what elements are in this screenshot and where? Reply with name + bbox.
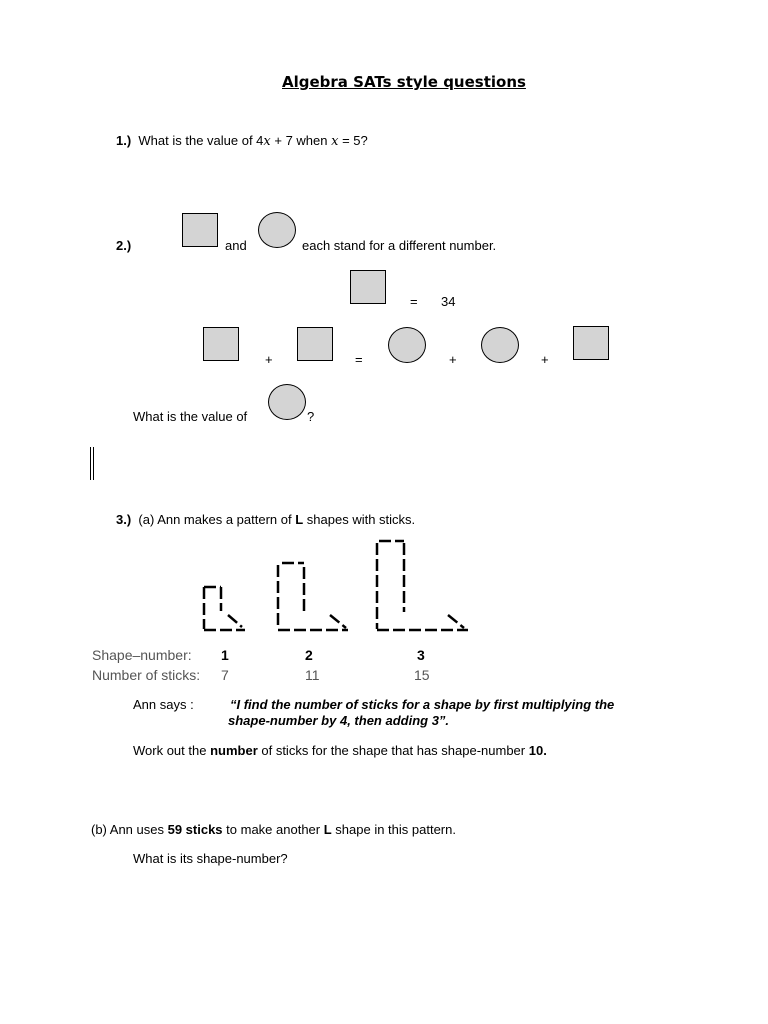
stick-count-2: 11: [305, 667, 320, 683]
work-bold: number: [210, 743, 258, 758]
circle-shape: [388, 327, 426, 363]
text-cursor-mark: [90, 447, 94, 480]
question-1-text-b: + 7 when: [270, 133, 332, 148]
l-shape-2: [278, 563, 348, 630]
question-2-prompt: What is the value of: [133, 409, 248, 424]
value-34: 34: [441, 294, 456, 309]
question-3-part-b: [91, 822, 456, 837]
l-shape-1: [204, 587, 245, 630]
question-3-part-a: [116, 512, 415, 527]
part-a-prefix: (a) Ann makes a pattern of: [138, 512, 296, 527]
l-shapes-diagram: [190, 535, 480, 640]
circle-shape: [481, 327, 519, 363]
stick-count-3: 15: [414, 667, 430, 683]
shape-number-1: 1: [221, 647, 229, 663]
square-shape: [573, 326, 609, 360]
work-out-instruction: [133, 743, 547, 758]
and-label: and: [225, 238, 247, 253]
shape-number-2: 2: [305, 647, 313, 663]
ann-quote-line-1: “I find the number of sticks for a shape by first multiplying the: [230, 697, 615, 712]
equals-sign: =: [355, 352, 363, 367]
question-1-variable: x: [263, 134, 271, 149]
question-1: [116, 133, 368, 149]
question-3-number: 3.): [116, 512, 132, 527]
part-b-prefix: (b) Ann uses: [91, 822, 168, 837]
question-1-variable-2: x: [331, 134, 339, 149]
l-shape-3: [377, 541, 468, 630]
question-2-number: 2.): [116, 238, 132, 253]
page-title: Algebra SATs style questions: [282, 73, 526, 91]
question-1-text-a: What is the value of 4: [138, 133, 264, 148]
question-1-text-c: = 5?: [338, 133, 368, 148]
L-letter: L: [295, 512, 304, 527]
stand-text: each stand for a different number.: [302, 238, 497, 253]
part-b-suffix: shape in this pattern.: [331, 822, 456, 837]
work-mid: of sticks for the shape that has shape-number: [257, 743, 529, 758]
ann-says-label: Ann says :: [133, 697, 194, 712]
plus-sign: +: [265, 352, 273, 367]
work-prefix: Work out the: [133, 743, 211, 758]
equals-sign: =: [410, 294, 418, 309]
square-shape: [182, 213, 218, 247]
stick-count-1: 7: [221, 667, 229, 683]
part-b-mid: to make another: [222, 822, 324, 837]
question-1-number: 1.): [116, 133, 132, 148]
ann-quote-line-2: shape-number by 4, then adding 3”.: [228, 713, 450, 728]
plus-sign: +: [541, 352, 549, 367]
square-shape: [297, 327, 333, 361]
square-shape: [350, 270, 386, 304]
shape-number-label: Shape–number:: [92, 647, 192, 663]
part-a-suffix: shapes with sticks.: [303, 512, 416, 527]
part-b-question: What is its shape-number?: [133, 851, 288, 866]
plus-sign: +: [449, 352, 457, 367]
work-number: 10.: [528, 743, 547, 758]
circle-shape: [258, 212, 296, 248]
sticks-label: Number of sticks:: [92, 667, 201, 683]
square-shape: [203, 327, 239, 361]
shape-number-3: 3: [417, 647, 425, 663]
part-b-L: L: [323, 822, 332, 837]
circle-shape: [268, 384, 306, 420]
part-b-sticks: 59 sticks: [167, 822, 223, 837]
question-mark: ?: [307, 409, 315, 424]
